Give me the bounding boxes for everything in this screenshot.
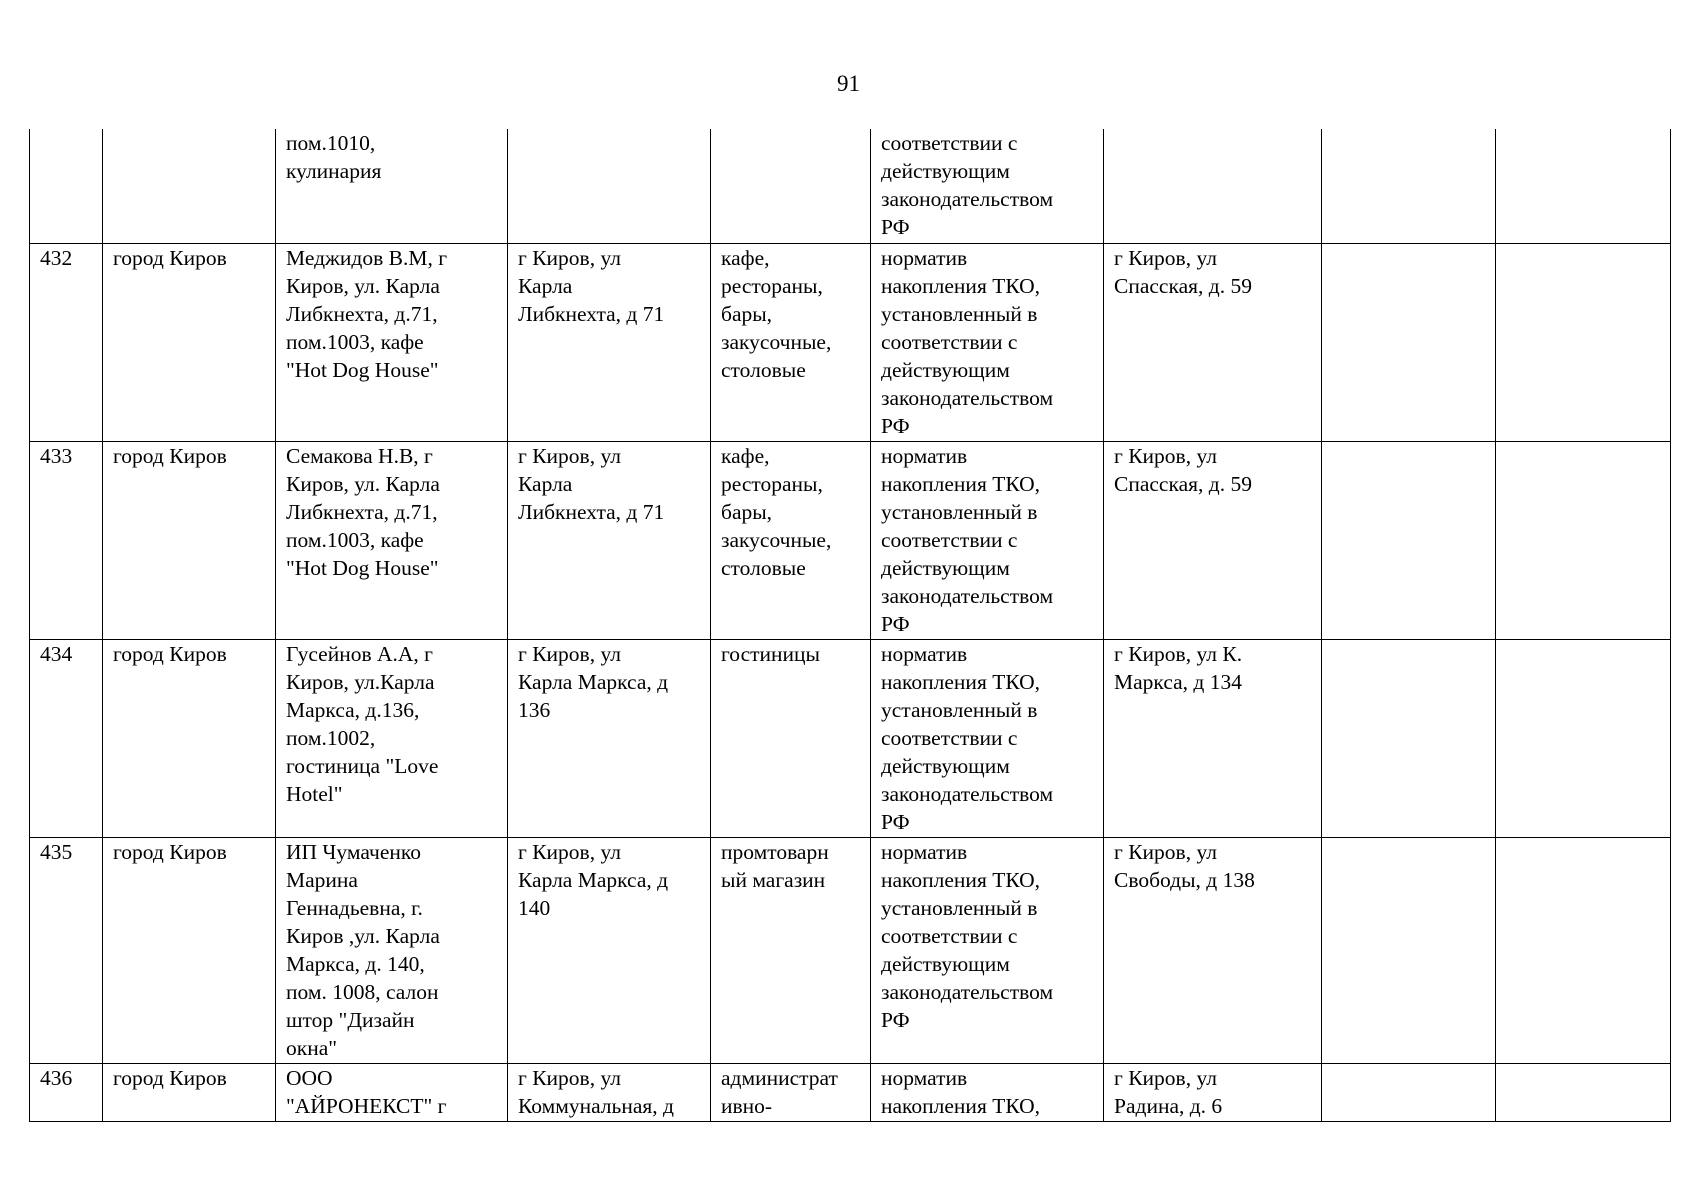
table-cell-category: кафе, рестораны, бары, закусочные, столовые (711, 244, 871, 442)
table-cell-address: г Киров, ул Карла Маркса, д 136 (508, 640, 711, 838)
table-cell-empty-2 (1496, 1064, 1671, 1122)
table-cell-address (508, 129, 711, 244)
table-row (30, 442, 1671, 640)
table-cell-address: г Киров, ул Карла Маркса, д 140 (508, 838, 711, 1064)
table-cell-site: г Киров, ул К. Маркса, д 134 (1104, 640, 1322, 838)
table-cell-municipality: город Киров (103, 640, 276, 838)
table-cell-municipality (103, 129, 276, 244)
registry-table (29, 129, 1671, 1122)
table-cell-number: 432 (30, 244, 103, 442)
table-cell-municipality: город Киров (103, 838, 276, 1064)
table-cell-category: гостиницы (711, 640, 871, 838)
table-row (30, 640, 1671, 838)
table-cell-site: г Киров, ул Свободы, д 138 (1104, 838, 1322, 1064)
table-cell-norm: соответствии с действующим законодательством РФ (871, 129, 1104, 244)
table-cell-owner: ИП Чумаченко Марина Геннадьевна, г. Киров ,ул. Карла Маркса, д. 140, пом. 1008, салон штор "Дизайн окна" (276, 838, 508, 1064)
table-cell-site: г Киров, ул Радина, д. 6 (1104, 1064, 1322, 1122)
table-cell-owner: ООО "АЙРОНЕКСТ" г (276, 1064, 508, 1122)
table-cell-site (1104, 129, 1322, 244)
table-cell-empty-2 (1496, 838, 1671, 1064)
table-cell-norm: норматив накопления ТКО, установленный в соответствии с действующим законодательством РФ (871, 442, 1104, 640)
table-cell-site: г Киров, ул Спасская, д. 59 (1104, 244, 1322, 442)
table-cell-owner: Семакова Н.В, г Киров, ул. Карла Либкнехта, д.71, пом.1003, кафе "Hot Dog House" (276, 442, 508, 640)
table-cell-category: промтоварн ый магазин (711, 838, 871, 1064)
table-cell-number: 434 (30, 640, 103, 838)
table-cell-empty-2 (1496, 442, 1671, 640)
table-cell-number: 433 (30, 442, 103, 640)
table-cell-address: г Киров, ул Карла Либкнехта, д 71 (508, 244, 711, 442)
table-cell-category: администрат ивно- (711, 1064, 871, 1122)
table-cell-empty-1 (1322, 838, 1496, 1064)
table-row (30, 1064, 1671, 1122)
table-row (30, 129, 1671, 244)
table-cell-address: г Киров, ул Коммунальная, д (508, 1064, 711, 1122)
table-row (30, 244, 1671, 442)
table-cell-owner: пом.1010, кулинария (276, 129, 508, 244)
table-cell-category (711, 129, 871, 244)
table-cell-norm: норматив накопления ТКО, установленный в соответствии с действующим законодательством РФ (871, 640, 1104, 838)
table-cell-category: кафе, рестораны, бары, закусочные, столовые (711, 442, 871, 640)
table-cell-norm: норматив накопления ТКО, (871, 1064, 1104, 1122)
table-cell-address: г Киров, ул Карла Либкнехта, д 71 (508, 442, 711, 640)
table-cell-empty-1 (1322, 640, 1496, 838)
table-cell-site: г Киров, ул Спасская, д. 59 (1104, 442, 1322, 640)
table-cell-norm: норматив накопления ТКО, установленный в соответствии с действующим законодательством РФ (871, 838, 1104, 1064)
table-cell-municipality: город Киров (103, 1064, 276, 1122)
table-cell-empty-2 (1496, 244, 1671, 442)
table-cell-empty-2 (1496, 129, 1671, 244)
page-number: 91 (837, 71, 860, 96)
table-cell-empty-1 (1322, 129, 1496, 244)
table-cell-empty-1 (1322, 244, 1496, 442)
table-cell-empty-1 (1322, 1064, 1496, 1122)
table-cell-empty-2 (1496, 640, 1671, 838)
table-cell-municipality: город Киров (103, 442, 276, 640)
table-cell-owner: Гусейнов А.А, г Киров, ул.Карла Маркса, д.136, пом.1002, гостиница "Love Hotel" (276, 640, 508, 838)
table-cell-municipality: город Киров (103, 244, 276, 442)
table-row (30, 838, 1671, 1064)
table-cell-norm: норматив накопления ТКО, установленный в соответствии с действующим законодательством РФ (871, 244, 1104, 442)
table-cell-owner: Меджидов В.М, г Киров, ул. Карла Либкнехта, д.71, пом.1003, кафе "Hot Dog House" (276, 244, 508, 442)
table-cell-empty-1 (1322, 442, 1496, 640)
table-cell-number: 435 (30, 838, 103, 1064)
table-cell-number: 436 (30, 1064, 103, 1122)
table-cell-number (30, 129, 103, 244)
